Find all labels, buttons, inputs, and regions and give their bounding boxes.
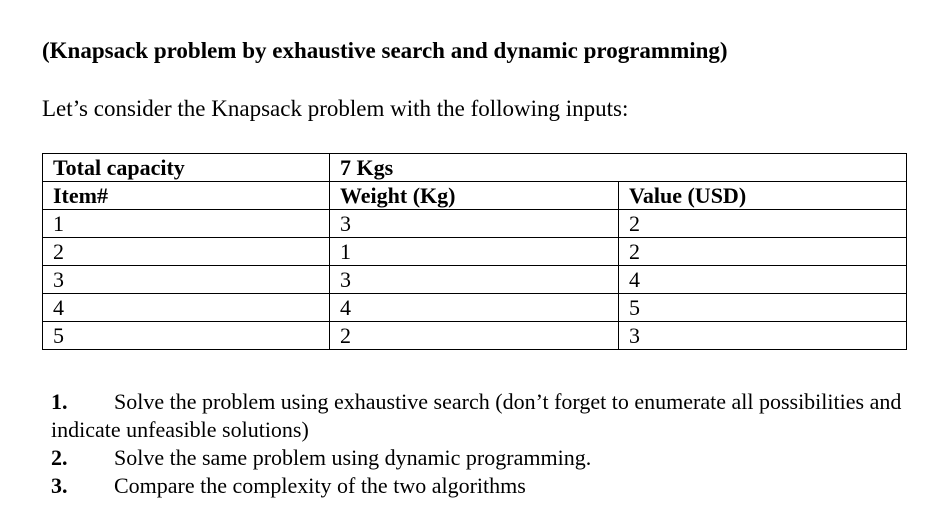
question-item <box>51 388 911 444</box>
value-cell: 3 <box>619 322 907 350</box>
question-number: 3. <box>51 473 68 498</box>
header-item: Item# <box>43 182 330 210</box>
question-number: 2. <box>51 445 68 470</box>
table-row <box>43 238 907 266</box>
capacity-row <box>43 154 907 182</box>
weight-cell: 3 <box>330 266 619 294</box>
page-title: (Knapsack problem by exhaustive search and dynamic programming) <box>42 38 728 63</box>
weight-cell: 1 <box>330 238 619 266</box>
question-text: Solve the same problem using dynamic programming. <box>114 445 592 470</box>
question-item <box>51 472 911 500</box>
knapsack-table <box>42 153 907 350</box>
table-row <box>43 210 907 238</box>
weight-cell: 2 <box>330 322 619 350</box>
intro-text: Let’s consider the Knapsack problem with the following inputs: <box>42 96 629 121</box>
value-cell: 4 <box>619 266 907 294</box>
question-number: 1. <box>51 389 68 414</box>
item-cell: 3 <box>43 266 330 294</box>
value-cell: 2 <box>619 238 907 266</box>
value-cell: 5 <box>619 294 907 322</box>
value-cell: 2 <box>619 210 907 238</box>
header-value: Value (USD) <box>619 182 907 210</box>
weight-cell: 3 <box>330 210 619 238</box>
capacity-value: 7 Kgs <box>330 154 907 182</box>
table-row <box>43 266 907 294</box>
item-cell: 4 <box>43 294 330 322</box>
item-cell: 1 <box>43 210 330 238</box>
question-text: Compare the complexity of the two algorithms <box>114 473 526 498</box>
header-weight: Weight (Kg) <box>330 182 619 210</box>
table-row <box>43 294 907 322</box>
question-text: Solve the problem using exhaustive search (don’t forget to enumerate all possibilities and indicate unfeasible solutions) <box>51 389 902 442</box>
question-item <box>51 444 911 472</box>
question-list <box>51 388 911 500</box>
capacity-label: Total capacity <box>43 154 330 182</box>
item-cell: 2 <box>43 238 330 266</box>
weight-cell: 4 <box>330 294 619 322</box>
table-row <box>43 322 907 350</box>
item-cell: 5 <box>43 322 330 350</box>
header-row <box>43 182 907 210</box>
